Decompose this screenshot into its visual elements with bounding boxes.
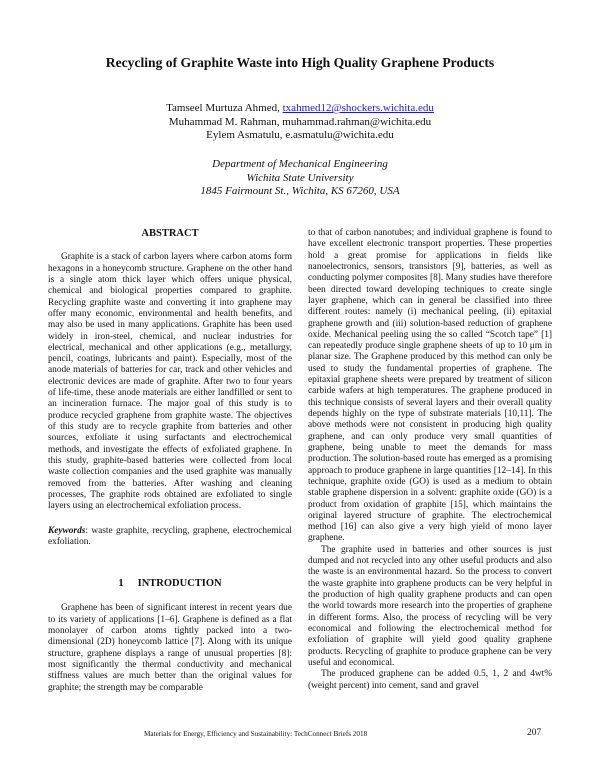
footer-journal: Materials for Energy, Efficiency and Sustainability: TechConnect Briefs 2018 — [144, 730, 368, 738]
intro-paragraph-continued: to that of carbon nanotubes; and individual graphene is found to have excellent electronic transport properties. These properties hold a great promise for applications in fields like nanoelectronics, sensors, transistors [9], batteries, as well as conducting polymer composites [8]. Many studies have therefore been directed toward developing techniques to create single layer graphene, which can in general be classified into three different routes: namely (i) mechanical peeling, (ii) epitaxial graphene growth and (iii) solution-based reduction of graphene oxide. Mechanical peeling using the so called “Scotch tape” [1] can repeatedly produce single graphene sheets of up to 10 μm in planar size. The Graphene produced by this method can only be used to study the fundamental properties of graphene. The epitaxial graphene sheets were prepared by treatment of silicon carbide wafers at high temperatures. The graphene produced in this technique consists of several layers and their overall quality depends highly on the type of substrate materials [10,11]. The above methods were not consistent in producing high quality graphene, and can only produce very small quantities of graphene, being unable to meet the demands for mass production. The solution-based route has emerged as a promising approach to produce graphene in large quantities [12–14]. In this technique, graphite oxide (GO) is used as a medium to obtain stable graphene dispersion in a solvent: graphite oxide (GO) is a product from oxidation of graphite [15], which maintains the original layered structure of graphite. The electrochemical method [16] can also give a very high yield of mono layer graphene. — [308, 228, 552, 544]
affiliation-department: Department of Mechanical Engineering — [212, 158, 388, 170]
author-email: muhammad.rahman@wichita.edu — [282, 115, 432, 128]
abstract-heading: ABSTRACT — [141, 228, 199, 239]
author-line — [0, 129, 600, 143]
section-number: 1 — [118, 578, 124, 590]
author-list — [0, 102, 600, 143]
author-line — [0, 102, 600, 116]
intro-paragraph: Graphene has been of significant interest in recent years due to its variety of applications [1–6]. Graphene is defined as a flat monolayer of carbon atoms tightly packed into a two-dimensional (2D) honeycomb lattice [7]. Along with its unique structure, graphene displays a range of unusual properties [8]: most significantly the thermal conductivity and mechanical stiffness values are much better than the original values for graphite; the strength may be comparable — [48, 603, 292, 693]
author-name: Eylem Asmatulu, — [206, 129, 286, 141]
keywords-label: Keywords — [48, 525, 86, 536]
author-email-link[interactable]: txahmed12@shockers.wichita.edu — [282, 102, 434, 114]
author-line — [0, 116, 600, 130]
affiliation-university: Wichita State University — [246, 171, 354, 184]
section-heading-introduction — [48, 578, 292, 589]
author-name: Tamseel Murtuza Ahmed, — [166, 102, 283, 114]
page-number: 207 — [527, 728, 542, 738]
abstract-text: Graphite is a stack of carbon layers where carbon atoms form hexagons in a honeycomb structure. Graphene on the other hand is a single atom thick layer which offers unique physical, chemical and biological properties compared to graphite. Recycling graphite waste and converting it into graphene may offer many economic, environmental and health benefits, and may also be used in many applications. Graphite has been used widely in iron-steel, chemical, and nuclear industries for electrical, mechanical and other applications (e.g., metallurgy, pencil, coatings, lubricants and paint). Especially, most of the anode materials of batteries for car, track and other vehicles and electronic devices are made of graphite. After two to four years of life-time, these anode materials are either landfilled or sent to an incineration furnace. The major goal of this study is to produce recycled graphene from graphite waste. The objectives of this study are to recycle graphite from batteries and other sources, exfoliate it using surfactants and electrochemical methods, and investigate the effects of exfoliated graphene. In this study, graphite-based batteries were collected from local waste collection companies and the used graphite was manually removed from the batteries. After washing and cleaning processes, The graphite rods obtained are exfoliated to single layers using an electrochemical exfoliation process. — [48, 252, 292, 512]
keywords-list: : waste graphite, recycling, graphene, electrochemical exfoliation. — [48, 525, 292, 547]
author-email: e.asmatulu@wichita.edu — [285, 129, 394, 141]
right-column — [308, 228, 552, 692]
affiliation — [0, 158, 600, 199]
left-column — [48, 228, 292, 694]
author-name: Muhammad M. Rahman, — [168, 115, 283, 128]
keywords — [48, 526, 292, 549]
paper-title: Recycling of Graphite Waste into High Quality Graphene Products — [105, 55, 495, 70]
affiliation-address: 1845 Fairmount St., Wichita, KS 67260, USA — [200, 185, 400, 197]
section-title: INTRODUCTION — [137, 578, 222, 590]
intro-paragraph: The graphite used in batteries and other sources is just dumped and not recycled into any other useful products and also the waste is an environmental hazard. So the process to convert the waste graphite into graphene products can be very helpful in the production of high quality graphene products and can open the world towards more research into the properties of graphene in different forms. Also, the process of recycling will be very economical and following the electrochemical method for exfoliation of graphite will yield good quality graphene products. Recycling of graphite to produce graphene can be very useful and economical. — [308, 544, 552, 668]
intro-paragraph: The produced graphene can be added 0.5, 1, 2 and 4wt% (weight percent) into cement, sand and gravel — [308, 669, 552, 691]
